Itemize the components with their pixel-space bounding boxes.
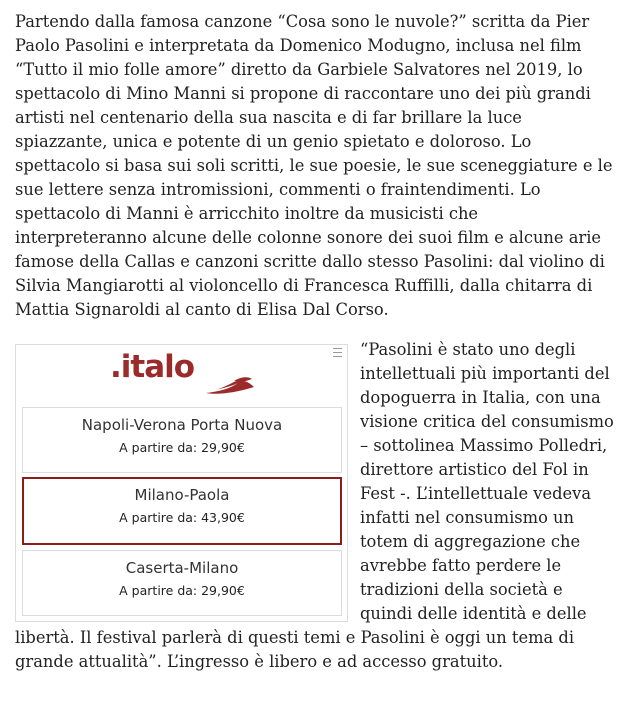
article-paragraph-2: “Pasolini è stato uno degli intellettuali più importanti del dopoguerra in Italia, con una visione critica del consumismo – sottolinea Massimo Polledri, direttore artistico del Fol in Fest -. L’intellettuale vedeva infatti nel consumismo un totem di aggregazione che avrebbe fatto perdere le tradizioni della società e quindi delle identità e delle libertà. Il festival parlerà di questi temi e Pasolini è oggi un tema di grande attualità”. L’ingresso è libero e ad accesso gratuito.: [15, 340, 614, 671]
route-name: Napoli-Verona Porta Nuova: [81, 416, 283, 434]
route-price: A partire da: 29,90€: [119, 440, 245, 455]
route-option-napoli-verona[interactable]: [22, 407, 342, 473]
route-option-caserta-milano[interactable]: [22, 550, 342, 616]
route-option-milano-paola[interactable]: [22, 477, 342, 545]
article-body: [15, 10, 615, 674]
italo-logo-text: .italo: [110, 349, 195, 385]
menu-icon[interactable]: [333, 348, 342, 357]
italo-advertisement[interactable]: [15, 344, 348, 622]
italo-logo[interactable]: [110, 349, 270, 395]
route-name: Caserta-Milano: [125, 559, 239, 577]
route-price: A partire da: 43,90€: [119, 510, 245, 525]
route-price: A partire da: 29,90€: [119, 583, 245, 598]
route-name: Milano-Paola: [134, 486, 230, 504]
hare-icon: [204, 375, 256, 397]
article-paragraph-1: Partendo dalla famosa canzone “Cosa sono le nuvole?” scritta da Pier Paolo Pasolini e interpretata da Domenico Modugno, inclusa nel film “Tutto il mio folle amore” diretto da Garbiele Salvatores nel 2019, lo spettacolo di Mino Manni si propone di raccontare uno dei più grandi artisti nel centenario della sua nascita e di far brillare la luce spiazzante, unica e potente di un genio spietato e doloroso. Lo spettacolo si basa sui soli scritti, le sue poesie, le sue sceneggiature e le sue lettere senza intromissioni, commenti o fraintendimenti. Lo spettacolo di Manni è arricchito inoltre da musicisti che interpreteranno alcune delle colonne sonore dei suoi film e alcune arie famose della Callas e canzoni scritte dallo stesso Pasolini: dal violino di Silvia Mangiarotti al violoncello di Francesca Ruffilli, dalla chitarra di Mattia Signaroldi al canto di Elisa Dal Corso.: [15, 12, 613, 319]
